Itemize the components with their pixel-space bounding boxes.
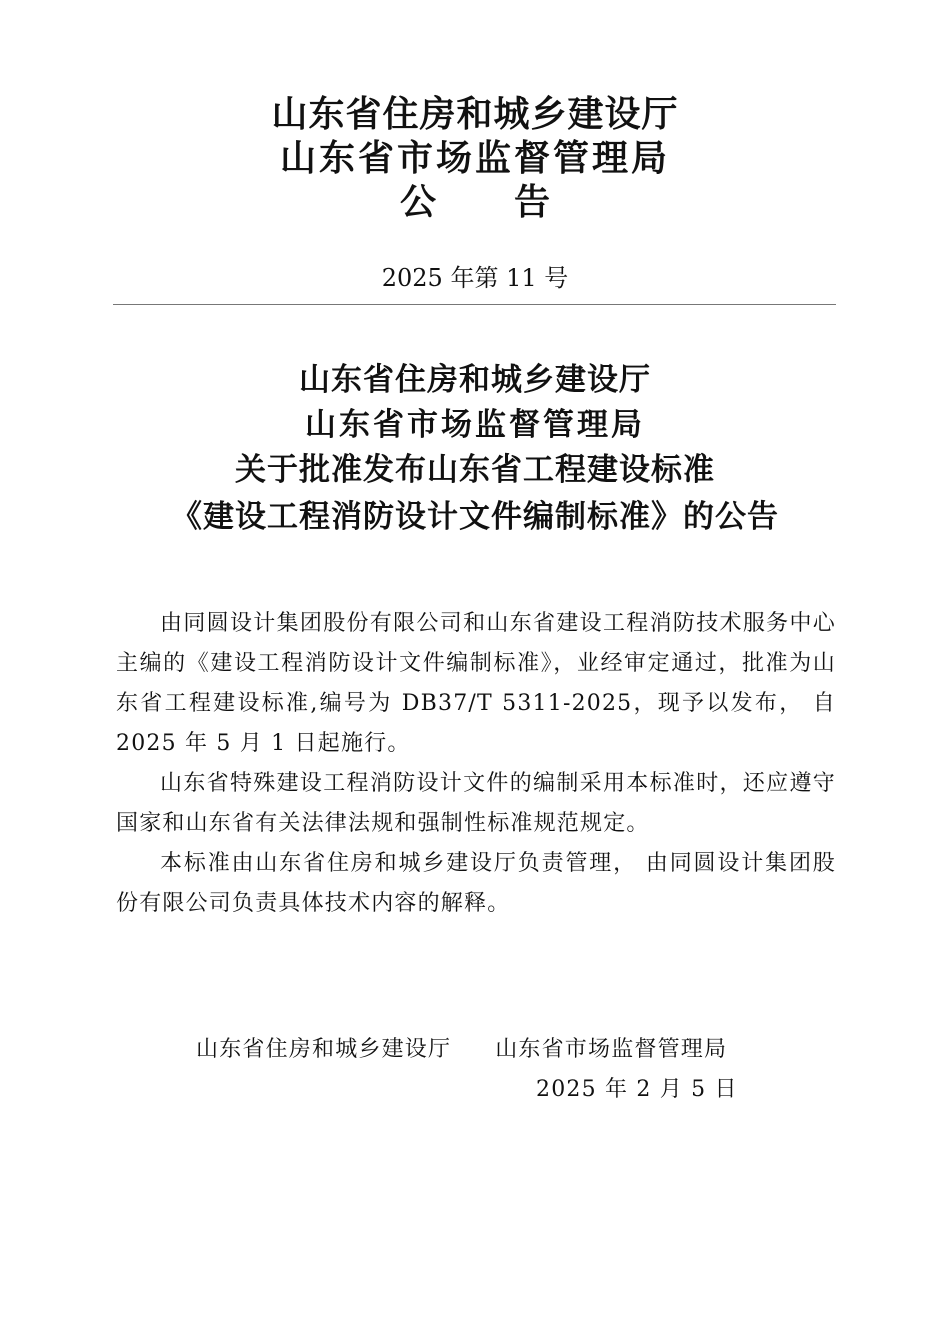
body-paragraph: 山东省特殊建设工程消防设计文件的编制采用本标准时，还应遵守国家和山东省有关法律法规和强制性标准规范规定。 — [116, 771, 836, 836]
body-paragraph: 本标准由山东省住房和城乡建设厅负责管理， 由同圆设计集团股份有限公司负责具体技术内容的解释。 — [116, 851, 836, 916]
title-line-1: 山东省住房和城乡建设厅 — [299, 362, 651, 398]
signature-org-housing: 山东省住房和城乡建设厅 — [196, 1037, 452, 1062]
title-line-2: 山东省市场监督管理局 — [305, 407, 645, 443]
title-line-3: 关于批准发布山东省工程建设标准 — [235, 452, 715, 488]
header-org-housing: 山东省住房和城乡建设厅 — [271, 93, 679, 135]
document-number: 2025 年第 11 号 — [381, 264, 569, 292]
header-divider — [113, 304, 836, 305]
document-header — [0, 92, 950, 224]
notice-title — [0, 358, 950, 540]
title-line-4: 《建设工程消防设计文件编制标准》的公告 — [171, 499, 779, 535]
header-notice-label — [0, 180, 950, 224]
body-paragraph: 由同圆设计集团股份有限公司和山东省建设工程消防技术服务中心主编的《建设工程消防设计文件编制标准》，业经审定通过，批准为山东省工程建设标准,编号为 DB37/T 5311-2025，现予以发布， 自 2025 年 5 月 1 日起施行。 — [116, 611, 836, 756]
signature-org-market: 山东省市场监督管理局 — [495, 1037, 728, 1062]
signature-orgs — [196, 1030, 727, 1070]
header-notice-left: 公 — [399, 181, 436, 223]
header-notice-right: 告 — [514, 181, 551, 223]
signature-date: 2025 年 2 月 5 日 — [536, 1077, 738, 1102]
header-org-market: 山东省市场监督管理局 — [279, 137, 670, 179]
notice-body — [116, 604, 836, 924]
